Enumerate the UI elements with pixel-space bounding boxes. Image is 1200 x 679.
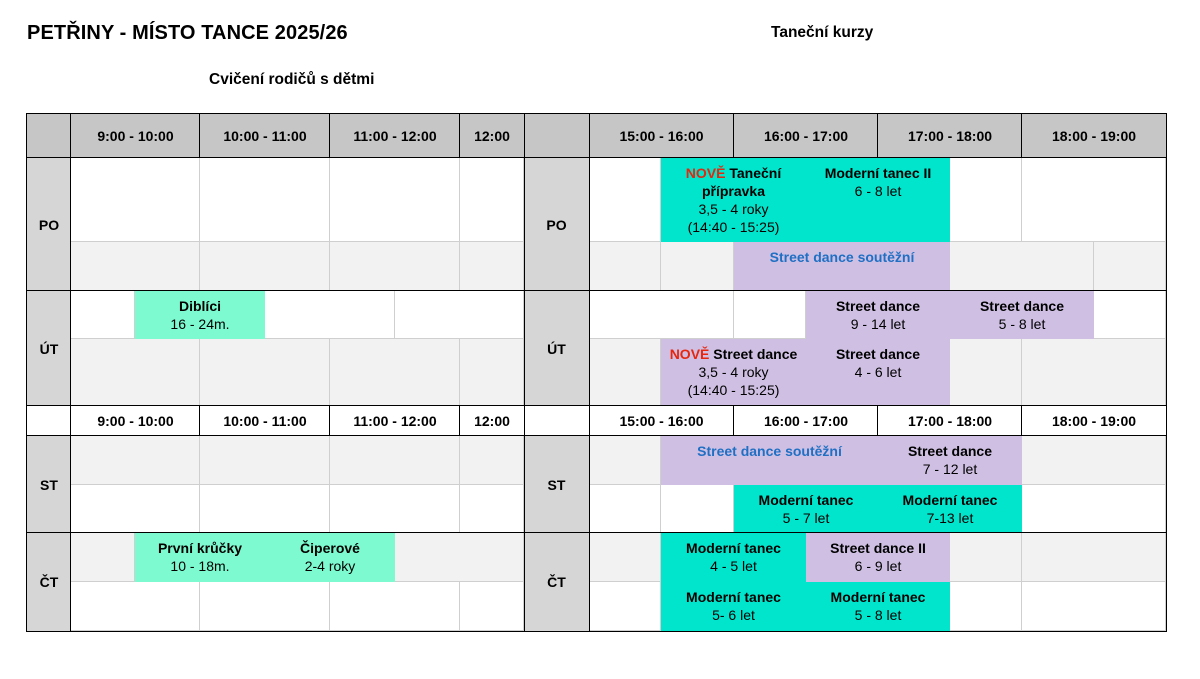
grid-line xyxy=(26,157,1167,158)
time-header: 17:00 - 18:00 xyxy=(878,406,1022,436)
grid-line xyxy=(524,113,525,632)
class-age: 5 - 8 let xyxy=(854,607,902,623)
day-label-ut: ÚT xyxy=(524,291,589,406)
class-age: 5- 6 let xyxy=(712,607,755,623)
day-label-st: ST xyxy=(524,436,589,533)
class-age: 7 - 12 let xyxy=(922,461,978,477)
grid-line xyxy=(589,113,590,632)
empty-slot xyxy=(71,582,200,631)
class-block xyxy=(806,158,950,242)
empty-slot xyxy=(71,339,200,406)
grid-line xyxy=(26,532,1167,533)
corner-cell xyxy=(524,406,589,436)
empty-slot xyxy=(71,485,200,533)
class-block xyxy=(734,485,878,533)
empty-slot xyxy=(589,485,661,533)
class-block xyxy=(661,533,806,582)
grid-line xyxy=(733,405,734,436)
empty-slot xyxy=(330,485,460,533)
empty-slot xyxy=(734,291,806,339)
class-block xyxy=(661,339,806,406)
empty-slot xyxy=(71,533,135,582)
empty-slot xyxy=(330,242,460,291)
new-badge: NOVĚ xyxy=(669,346,710,362)
empty-slot xyxy=(460,485,524,533)
class-age: 6 - 9 let xyxy=(854,558,902,574)
class-name: Street dance xyxy=(907,443,993,459)
time-header: 11:00 - 12:00 xyxy=(330,406,460,436)
empty-slot xyxy=(200,158,330,242)
class-age: 3,5 - 4 roky xyxy=(698,201,769,217)
empty-slot xyxy=(589,436,661,485)
class-block xyxy=(661,582,806,631)
day-label-ct: ČT xyxy=(524,533,589,631)
empty-slot xyxy=(589,533,661,582)
empty-slot xyxy=(950,582,1022,631)
grid-line xyxy=(199,113,200,158)
class-age: 10 - 18m. xyxy=(170,558,230,574)
empty-slot xyxy=(589,158,661,242)
class-block xyxy=(878,436,1022,485)
class-name: Moderní tanec II xyxy=(824,165,932,181)
class-block xyxy=(806,582,950,631)
empty-slot xyxy=(1022,485,1166,533)
time-header: 10:00 - 11:00 xyxy=(200,114,330,158)
empty-slot xyxy=(200,242,330,291)
time-header: 18:00 - 19:00 xyxy=(1022,406,1166,436)
time-header: 17:00 - 18:00 xyxy=(878,114,1022,158)
empty-slot xyxy=(71,158,200,242)
empty-slot xyxy=(950,242,1094,291)
empty-slot xyxy=(71,436,200,485)
class-age: 4 - 5 let xyxy=(710,558,757,574)
class-block xyxy=(265,533,395,582)
empty-slot xyxy=(1022,582,1166,631)
class-name: První krůčky xyxy=(157,540,243,556)
empty-slot xyxy=(71,242,200,291)
empty-slot xyxy=(661,485,734,533)
empty-slot xyxy=(265,291,395,339)
grid-line xyxy=(26,113,27,632)
empty-slot xyxy=(950,533,1022,582)
grid-line xyxy=(26,435,1167,436)
class-age: 7-13 let xyxy=(926,510,974,526)
empty-slot xyxy=(1022,339,1166,406)
time-header: 15:00 - 16:00 xyxy=(589,114,734,158)
grid-line xyxy=(1021,113,1022,158)
empty-slot xyxy=(200,485,330,533)
grid-line xyxy=(329,405,330,436)
class-time: (14:40 - 15:25) xyxy=(687,382,780,398)
empty-slot xyxy=(589,242,661,291)
day-label-ct: ČT xyxy=(27,533,71,631)
class-name: Moderní tanec xyxy=(902,492,998,508)
empty-slot xyxy=(460,339,524,406)
class-block xyxy=(135,533,265,582)
class-name: Street dance xyxy=(835,346,921,362)
time-header: 16:00 - 17:00 xyxy=(734,406,878,436)
time-header: 12:00 xyxy=(460,114,524,158)
grid-line xyxy=(1021,405,1022,436)
time-header: 10:00 - 11:00 xyxy=(200,406,330,436)
empty-slot xyxy=(1022,436,1166,485)
time-header: 16:00 - 17:00 xyxy=(734,114,878,158)
grid-line xyxy=(26,290,1167,291)
empty-slot xyxy=(200,339,330,406)
corner-cell xyxy=(27,406,71,436)
class-age: 5 - 7 let xyxy=(782,510,830,526)
class-time: (14:40 - 15:25) xyxy=(687,219,780,235)
class-name: Moderní tanec xyxy=(830,589,926,605)
grid-line xyxy=(877,405,878,436)
day-label-ut: ÚT xyxy=(27,291,71,406)
day-label-st: ST xyxy=(27,436,71,533)
grid-line xyxy=(26,113,1167,114)
class-block xyxy=(135,291,265,339)
time-header: 12:00 xyxy=(460,406,524,436)
grid-line xyxy=(26,405,1167,406)
empty-slot xyxy=(589,339,661,406)
empty-slot xyxy=(330,436,460,485)
class-block xyxy=(661,436,878,485)
class-block xyxy=(806,339,950,406)
time-header: 15:00 - 16:00 xyxy=(589,406,734,436)
time-header: 9:00 - 10:00 xyxy=(71,114,200,158)
grid-line xyxy=(1166,113,1167,632)
grid-line xyxy=(877,113,878,158)
class-name: Street dance soutěžní xyxy=(697,443,842,459)
grid-line xyxy=(459,405,460,436)
class-age: 2-4 roky xyxy=(304,558,356,574)
class-age: 5 - 8 let xyxy=(998,316,1046,332)
empty-slot xyxy=(589,582,661,631)
empty-slot xyxy=(1022,158,1166,242)
class-name: Street dance xyxy=(835,298,921,314)
empty-slot xyxy=(1094,291,1166,339)
time-header: 9:00 - 10:00 xyxy=(71,406,200,436)
corner-cell xyxy=(27,114,71,158)
corner-cell xyxy=(524,114,589,158)
empty-slot xyxy=(589,291,734,339)
empty-slot xyxy=(330,339,460,406)
class-age: 4 - 6 let xyxy=(854,364,902,380)
class-name: Taneční přípravka xyxy=(701,165,782,199)
class-name: Street dance soutěžní xyxy=(769,249,915,265)
class-name: Moderní tanec xyxy=(758,492,854,508)
class-age: 9 - 14 let xyxy=(850,316,906,332)
day-label-po: PO xyxy=(524,158,589,291)
grid-line xyxy=(733,113,734,158)
class-name: Moderní tanec xyxy=(686,540,781,556)
class-name: Street dance II xyxy=(830,540,926,556)
class-age: 3,5 - 4 roky xyxy=(698,364,769,380)
empty-slot xyxy=(200,582,330,631)
class-block xyxy=(806,291,950,339)
empty-slot xyxy=(460,436,524,485)
empty-slot xyxy=(950,339,1022,406)
new-badge: NOVĚ xyxy=(685,165,726,181)
class-block xyxy=(806,533,950,582)
grid-line xyxy=(329,113,330,158)
empty-slot xyxy=(460,242,524,291)
empty-slot xyxy=(1094,242,1166,291)
empty-slot xyxy=(395,291,524,339)
class-block xyxy=(734,242,950,291)
class-block xyxy=(950,291,1094,339)
empty-slot xyxy=(460,582,524,631)
class-name: Street dance xyxy=(979,298,1065,314)
empty-slot xyxy=(330,582,460,631)
empty-slot xyxy=(395,533,524,582)
empty-slot xyxy=(1022,533,1166,582)
time-header: 11:00 - 12:00 xyxy=(330,114,460,158)
class-name: Street dance xyxy=(713,346,798,362)
class-age: 16 - 24m. xyxy=(170,316,230,332)
page-title: PETŘINY - MÍSTO TANCE 2025/26 xyxy=(27,22,348,44)
empty-slot xyxy=(950,158,1022,242)
day-label-po: PO xyxy=(27,158,71,291)
grid-line xyxy=(26,631,1167,632)
class-block xyxy=(661,158,806,242)
class-age: 6 - 8 let xyxy=(854,183,902,199)
empty-slot xyxy=(460,158,524,242)
class-name: Diblíci xyxy=(178,298,221,314)
class-name: Čiperové xyxy=(300,540,360,556)
class-name: Moderní tanec xyxy=(686,589,781,605)
grid-line xyxy=(459,113,460,158)
empty-slot xyxy=(200,436,330,485)
empty-slot xyxy=(661,242,734,291)
empty-slot xyxy=(71,291,135,339)
class-block xyxy=(878,485,1022,533)
empty-slot xyxy=(330,158,460,242)
section-title-dance-courses: Taneční kurzy xyxy=(771,24,874,41)
grid-line xyxy=(70,113,71,632)
grid-line xyxy=(199,405,200,436)
section-title-parents-children: Cvičení rodičů s dětmi xyxy=(209,71,375,88)
time-header: 18:00 - 19:00 xyxy=(1022,114,1166,158)
